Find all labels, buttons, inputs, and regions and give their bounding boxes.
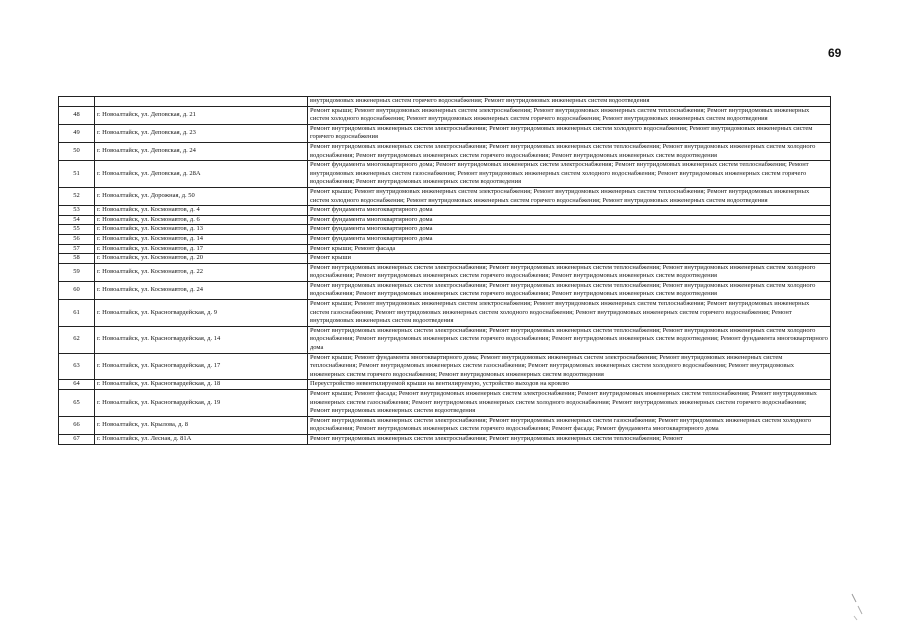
scan-artifact-mark [848,592,866,622]
table-row [59,434,831,444]
works-cell: Ремонт фундамента многоквартирного дома [308,215,831,225]
works-cell: внутридомовых инженерных систем горячего водоснабжения; Ремонт внутридомовых инженерных систем водоотведения [308,97,831,107]
address-cell: г. Новоалтайск, ул. Космонавтов, д. 13 [95,225,308,235]
table-row [59,97,831,107]
table-row [59,215,831,225]
table-row [59,390,831,417]
address-cell: г. Новоалтайск, ул. Красногвардейская, д. 18 [95,380,308,390]
table-row [59,353,831,380]
row-number-cell: 55 [59,225,95,235]
address-cell: г. Новоалтайск, ул. Крылова, д. 8 [95,416,308,434]
table-row [59,234,831,244]
works-cell: Ремонт внутридомовых инженерных систем электроснабжения; Ремонт внутридомовых инженерных систем теплоснабжения; Ремонт внутридомовых инженерных систем холодного водоснабжения; Ремонт внутридомовых инженерных систем горячего водоснабжения; Ремонт внутридомовых инженерных систем водоотведения [308,281,831,299]
works-cell: Ремонт внутридомовых инженерных систем электроснабжения; Ремонт внутридомовых инженерных систем холодного водоснабжения; Ремонт внутридомовых инженерных систем горячего водоснабжения [308,124,831,142]
row-number-cell: 63 [59,353,95,380]
table-row [59,326,831,353]
row-number-cell: 51 [59,161,95,188]
works-cell: Ремонт крыши; Ремонт фасада; Ремонт внутридомовых инженерных систем электроснабжения; Ремонт внутридомовых инженерных систем теплоснабжения; Ремонт внутридомовых инженерных систем газоснабжения; Ремонт внутридомовых инженерных систем холодного водоснабжения; Ремонт внутридомовых инженерных систем горячего водоснабжения; Ремонт внутридомовых инженерных систем водоотведения [308,390,831,417]
address-cell: г. Новоалтайск, ул. Космонавтов, д. 6 [95,215,308,225]
row-number-cell: 54 [59,215,95,225]
table-row [59,124,831,142]
address-cell: г. Новоалтайск, ул. Космонавтов, д. 14 [95,234,308,244]
row-number-cell: 59 [59,263,95,281]
table-row [59,281,831,299]
row-number-cell: 57 [59,244,95,254]
table-row [59,244,831,254]
row-number-cell: 58 [59,254,95,264]
works-cell: Ремонт фундамента многоквартирного дома [308,225,831,235]
row-number-cell: 66 [59,416,95,434]
works-cell: Ремонт крыши [308,254,831,264]
works-cell: Ремонт фундамента многоквартирного дома [308,206,831,216]
row-number-cell: 56 [59,234,95,244]
works-cell: Ремонт крыши; Ремонт внутридомовых инженерных систем электроснабжения; Ремонт внутридомовых инженерных систем теплоснабжения; Ремонт внутридомовых инженерных систем холодного водоснабжения; Ремонт внутридомовых инженерных систем горячего водоснабжения; Ремонт внутридомовых инженерных систем водоотведения [308,106,831,124]
page-number: 69 [828,46,842,60]
table-row [59,254,831,264]
works-cell: Ремонт крыши; Ремонт фасада [308,244,831,254]
row-number-cell: 53 [59,206,95,216]
row-number-cell: 64 [59,380,95,390]
row-number-cell [59,97,95,107]
address-cell: г. Новоалтайск, ул. Красногвардейская, д. 9 [95,300,308,327]
table-row [59,263,831,281]
works-cell: Ремонт внутридомовых инженерных систем электроснабжения; Ремонт внутридомовых инженерных систем теплоснабжения; Ремонт внутридомовых инженерных систем холодного водоснабжения; Ремонт внутридомовых инженерных систем горячего водоснабжения; Ремонт внутридомовых инженерных систем водоотведения; Ремонт фундамента многоквартирного дома [308,326,831,353]
address-cell: г. Новоалтайск, ул. Красногвардейская, д. 19 [95,390,308,417]
table-row [59,142,831,160]
row-number-cell: 62 [59,326,95,353]
works-cell: Ремонт крыши; Ремонт внутридомовых инженерных систем электроснабжения; Ремонт внутридомовых инженерных систем теплоснабжения; Ремонт внутридомовых инженерных систем холодного водоснабжения; Ремонт внутридомовых инженерных систем горячего водоснабжения; Ремонт внутридомовых инженерных систем водоотведения [308,187,831,205]
address-cell: г. Новоалтайск, ул. Космонавтов, д. 20 [95,254,308,264]
works-cell: Ремонт внутридомовых инженерных систем электроснабжения; Ремонт внутридомовых инженерных систем теплоснабжения; Ремонт внутридомовых инженерных систем холодного водоснабжения; Ремонт внутридомовых инженерных систем горячего водоснабжения; Ремонт внутридомовых инженерных систем водоотведения [308,263,831,281]
row-number-cell: 49 [59,124,95,142]
address-cell: г. Новоалтайск, ул. Лесная, д. 81А [95,434,308,444]
works-cell: Переустройство невентилируемой крыши на вентилируемую, устройство выходов на кровлю [308,380,831,390]
works-cell: Ремонт фундамента многоквартирного дома; Ремонт внутридомовых инженерных систем электроснабжения; Ремонт внутридомовых инженерных систем теплоснабжения; Ремонт внутридомовых инженерных систем газоснабжения; Ремонт внутридомовых инженерных систем холодного водоснабжения; Ремонт внутридомовых инженерных систем горячего водоснабжения; Ремонт внутридомовых инженерных систем водоотведения [308,161,831,188]
table-row [59,225,831,235]
address-cell: г. Новоалтайск, ул. Красногвардейская, д. 17 [95,353,308,380]
address-cell: г. Новоалтайск, ул. Деповская, д. 23 [95,124,308,142]
works-cell: Ремонт крыши; Ремонт фундамента многоквартирного дома; Ремонт внутридомовых инженерных систем электроснабжения; Ремонт внутридомовых инженерных систем теплоснабжения; Ремонт внутридомовых инженерных систем газоснабжения; Ремонт внутридомовых инженерных систем холодного водоснабжения; Ремонт внутридомовых инженерных систем горячего водоснабжения; Ремонт внутридомовых инженерных систем водоотведения [308,353,831,380]
address-cell [95,97,308,107]
address-cell: г. Новоалтайск, ул. Космонавтов, д. 24 [95,281,308,299]
table-row [59,106,831,124]
address-cell: г. Новоалтайск, ул. Красногвардейская, д. 14 [95,326,308,353]
table-row [59,416,831,434]
table-row [59,380,831,390]
works-cell: Ремонт внутридомовых инженерных систем электроснабжения; Ремонт внутридомовых инженерных систем теплоснабжения; Ремонт внутридомовых инженерных систем холодного водоснабжения; Ремонт внутридомовых инженерных систем горячего водоснабжения; Ремонт внутридомовых инженерных систем водоотведения [308,142,831,160]
works-cell: Ремонт внутридомовых инженерных систем электроснабжения; Ремонт внутридомовых инженерных систем теплоснабжения; Ремонт [308,434,831,444]
address-cell: г. Новоалтайск, ул. Деповская, д. 24 [95,142,308,160]
address-cell: г. Новоалтайск, ул. Космонавтов, д. 4 [95,206,308,216]
repair-works-table [58,96,831,445]
row-number-cell: 61 [59,300,95,327]
works-cell: Ремонт фундамента многоквартирного дома [308,234,831,244]
table-row [59,300,831,327]
address-cell: г. Новоалтайск, ул. Дорожная, д. 50 [95,187,308,205]
address-cell: г. Новоалтайск, ул. Космонавтов, д. 22 [95,263,308,281]
address-cell: г. Новоалтайск, ул. Космонавтов, д. 17 [95,244,308,254]
table-row [59,206,831,216]
row-number-cell: 50 [59,142,95,160]
address-cell: г. Новоалтайск, ул. Деповская, д. 28А [95,161,308,188]
table-row [59,161,831,188]
row-number-cell: 52 [59,187,95,205]
address-cell: г. Новоалтайск, ул. Деповская, д. 21 [95,106,308,124]
works-cell: Ремонт крыши; Ремонт внутридомовых инженерных систем электроснабжения; Ремонт внутридомовых инженерных систем теплоснабжения; Ремонт внутридомовых инженерных систем газоснабжения; Ремонт внутридомовых инженерных систем холодного водоснабжения; Ремонт внутридомовых инженерных систем горячего водоснабжения; Ремонт внутридомовых инженерных систем водоотведения [308,300,831,327]
table-row [59,187,831,205]
row-number-cell: 48 [59,106,95,124]
works-cell: Ремонт внутридомовых инженерных систем электроснабжения; Ремонт внутридомовых инженерных систем газоснабжения; Ремонт внутридомовых инженерных систем холодного водоснабжения; Ремонт внутридомовых инженерных систем горячего водоснабжения; Ремонт фасада; Ремонт фундамента многоквартирного дома [308,416,831,434]
row-number-cell: 67 [59,434,95,444]
row-number-cell: 60 [59,281,95,299]
row-number-cell: 65 [59,390,95,417]
